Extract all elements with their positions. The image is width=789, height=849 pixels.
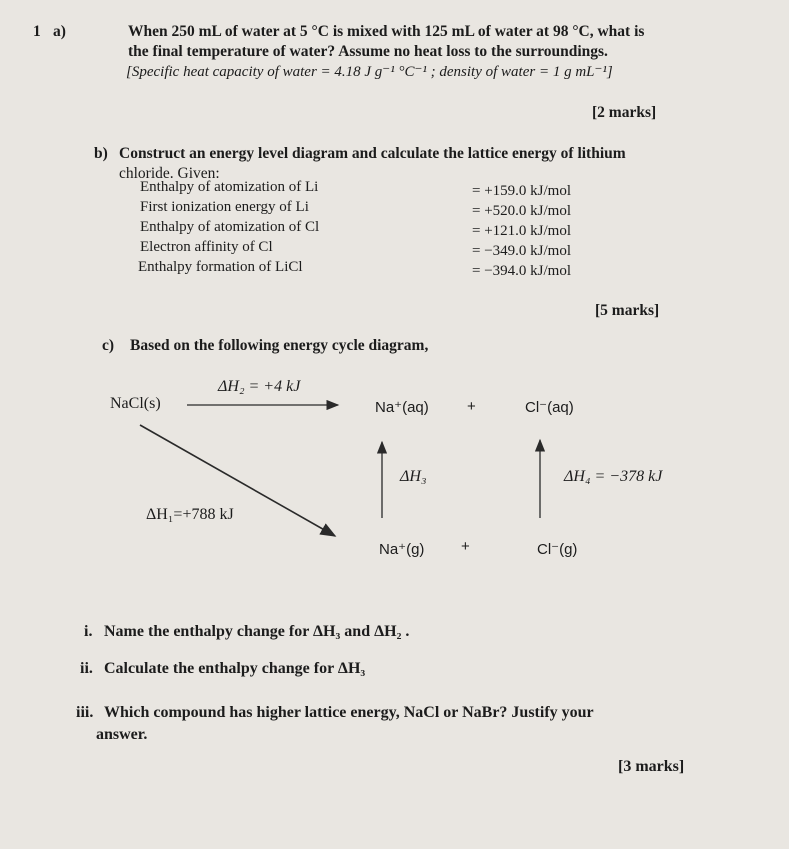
- part-a-line3: [Specific heat capacity of water = 4.18 J g⁻¹ °C⁻¹ ; density of water = 1 g mL⁻¹]: [126, 64, 613, 80]
- subq-i-text: Name the enthalpy change for ΔH₃ and ΔH₂ .: [104, 623, 410, 640]
- part-a-line1: When 250 mL of water at 5 °C is mixed with 125 mL of water at 98 °C, what is: [128, 23, 645, 40]
- data-value-1: = +159.0 kJ/mol: [472, 183, 572, 199]
- subq-iii-label: iii.: [76, 704, 94, 721]
- data-name-2: First ionization energy of Li: [140, 199, 309, 215]
- label-cl-aq: Cl⁻(aq): [525, 399, 574, 416]
- part-b-label: b): [94, 145, 108, 162]
- subq-i-label: i.: [84, 623, 93, 640]
- label-plus-bottom: +: [461, 538, 470, 555]
- label-na-aq: Na⁺(aq): [375, 399, 429, 416]
- label-na-g: Na⁺(g): [379, 541, 425, 558]
- subq-iii-line2: answer.: [96, 726, 148, 743]
- data-value-2: = +520.0 kJ/mol: [472, 203, 572, 219]
- data-name-1: Enthalpy of atomization of Li: [140, 179, 319, 195]
- label-dh3: ΔH₃: [400, 468, 427, 485]
- subq-ii-label: ii.: [80, 660, 93, 677]
- data-name-5: Enthalpy formation of LiCl: [138, 259, 303, 275]
- data-name-4: Electron affinity of Cl: [140, 239, 273, 255]
- part-a-label: a): [53, 23, 66, 40]
- part-b-line1: Construct an energy level diagram and calculate the lattice energy of lithium: [119, 145, 626, 162]
- label-nacl-s: NaCl(s): [110, 395, 161, 412]
- subq-iii-line1: Which compound has higher lattice energy, NaCl or NaBr? Justify your: [104, 704, 594, 721]
- subq-ii-text: Calculate the enthalpy change for ΔH₃: [104, 660, 366, 677]
- part-c-line1: Based on the following energy cycle diagram,: [130, 337, 429, 354]
- data-value-3: = +121.0 kJ/mol: [472, 223, 572, 239]
- label-dh4: ΔH₄ = −378 kJ: [564, 468, 663, 485]
- part-a-marks: [2 marks]: [592, 104, 657, 121]
- data-value-5: = −394.0 kJ/mol: [472, 263, 572, 279]
- label-dh1: ΔH₁=+788 kJ: [146, 506, 234, 523]
- label-plus-top: +: [467, 398, 476, 415]
- part-b-line2: chloride. Given:: [119, 165, 220, 182]
- part-c-label: c): [102, 337, 115, 354]
- data-name-3: Enthalpy of atomization of Cl: [140, 219, 320, 235]
- question-number: 1: [33, 23, 41, 40]
- part-c-marks: [3 marks]: [618, 758, 685, 775]
- label-dh2: ΔH₂ = +4 kJ: [218, 378, 301, 395]
- part-a-line2: the final temperature of water? Assume no heat loss to the surroundings.: [128, 43, 608, 60]
- label-cl-g: Cl⁻(g): [537, 541, 578, 558]
- data-value-4: = −349.0 kJ/mol: [472, 243, 572, 259]
- part-b-marks: [5 marks]: [595, 302, 660, 319]
